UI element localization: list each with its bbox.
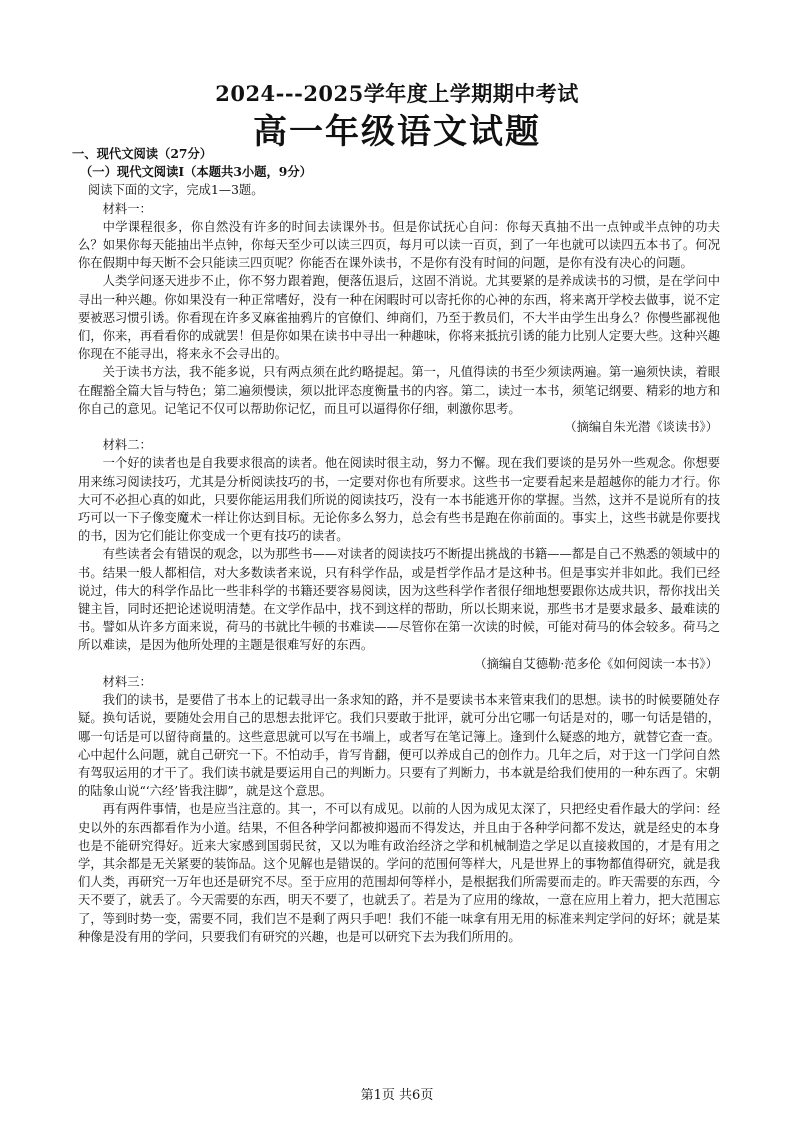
material3-paragraph: 我们的读书，是要借了书本上的记载寻出一条求知的路，并不是要读书本来管束我们的思想。读书的时候要随处存疑。换句话说，要随处会用自己的思想去批评它。我们只要敢于批评，就可分出它哪一句话是对的，哪一句话是错的，哪一句话是可以留待商量的。这些意思就可以写在书端上，或者写在笔记簿上。逢到什么疑惑的地方，就替它查一查。心中起什么问题，就自己研究一下。不怕动手，肯写肯翻，便可以养成自己的创作力。几年之后，对于这一门学问自然有驾驭运用的才干了。我们读书就是要运用自己的判断力。只要有了判断力，书本就是给我们使用的一种东西了。宋朝的陆象山说“‘六经’皆我注脚”，就是这个意思。 bbox=[78, 693, 720, 799]
material2-label: 材料二： bbox=[102, 438, 152, 453]
section-heading: 一、现代文阅读（27分） bbox=[72, 146, 213, 161]
reading-content bbox=[72, 145, 720, 946]
material1-paragraph: 关于读书方法，我不能多说，只有两点须在此约略提起。第一，凡值得读的书至少须读两遍。第一遍须快读，着眼在醒豁全篇大旨与特色；第二遍须慢读，须以批评态度衡量书的内容。第二，读过一本书，须笔记纲要、精彩的地方和你自己的意见。记笔记不仅可以帮助你记忆，而且可以逼得你仔细，刺激你思考。 bbox=[78, 365, 720, 416]
material1-source: （摘编自朱光潜《谈读书》） bbox=[564, 420, 718, 435]
page-footer: 第1页 共6页 bbox=[360, 1088, 434, 1103]
subject-title: 高一年级语文试题 bbox=[253, 112, 541, 152]
instruction-text: 阅读下面的文字，完成1—3题。 bbox=[88, 183, 264, 198]
exam-title: 2024---2025学年度上学期期中考试 bbox=[215, 81, 579, 106]
material1-label: 材料一： bbox=[102, 201, 152, 216]
material3-label: 材料三： bbox=[102, 674, 152, 689]
material2-source: （摘编自艾德勒·范多伦《如何阅读一本书》） bbox=[474, 656, 718, 671]
material1-paragraph: 人类学问逐天进步不止，你不努力跟着跑，便落伍退后，这固不消说。尤其要紧的是养成读书的习惯，是在学问中寻出一种兴趣。你如果没有一种正常嗜好，没有一种在闲暇时可以寄托你的心神的东西，将来离开学校去做事，说不定要被恶习惯引诱。你看现在许多叉麻雀抽鸦片的官僚们、绅商们，乃至于教员们，不大半由学生出身么？你慢些鄙视他们，你来，再看看你的成就罢！但是你如果在读书中寻出一种趣味，你将来抵抗引诱的能力比别人定要大些。这种兴趣你现在不能寻出，将来永不会寻出的。 bbox=[78, 274, 720, 362]
material2-paragraph: 一个好的读者也是自我要求很高的读者。他在阅读时很主动，努力不懈。现在我们要谈的是另外一些观念。你想要用来练习阅读技巧，尤其是分析阅读技巧的书，一定要对你也有所要求。这些书一定要看起来是超越你的能力才行。你大可不必担心真的如此，只要你能运用我们所说的阅读技巧，没有一本书能逃开你的掌握。当然，这并不是说所有的技巧可以一下子像变魔术一样让你达到目标。无论你多么努力，总会有些书是跑在你前面的。事实上，这些书就是你要找的书，因为它们能让你变成一个更有技巧的读者。 bbox=[78, 456, 720, 544]
material3-paragraph: 再有两件事情，也是应当注意的。其一，不可以有成见。以前的人因为成见太深了，只把经史看作最大的学问：经史以外的东西都看作为小道。结果，不但各种学问都被抑遏而不得发达，并且由于各种学问都不发达，就是经史的本身也是不能研究得好。近来大家感到国弱民贫，又以为唯有政治经济之学和机械制造之学足以直接救国的，才是有用之学，其余都是无关紧要的装饰品。这个见解也是错误的。学问的范围何等样大，凡是世界上的事物都值得研究，就是我们人类，再研究一万年也还是研究不尽。至于应用的范围却何等样小，是根据我们所需要而走的。昨天需要的东西，今天不要了，就丢了。今天需要的东西，明天不要了，也就丢了。若是为了应用的缘故，一意在应用上着力，把大范围忘了，等到时势一变，需要不同，我们岂不是剩了两只手吧！我们不能一味拿有用无用的标准来判定学问的好坏；就是某种像是没有用的学问，只要我们有研究的兴趣，也是可以研究下去为我们所用的。 bbox=[78, 802, 720, 944]
material2-paragraph: 有些读者会有错误的观念，以为那些书——对读者的阅读技巧不断提出挑战的书籍——都是自己不熟悉的领域中的书。结果一般人都相信，对大多数读者来说，只有科学作品，或是哲学作品才是这种书。但是事实并非如此。我们已经说过，伟大的科学作品比一些非科学的书籍还要容易阅读，因为这些科学作者很仔细地想要跟你达成共识，帮你找出关键主旨，同时还把论述说明清楚。在文学作品中，找不到这样的帮助，所以长期来说，那些书才是要求最多、最难读的书。譬如从许多方面来说，荷马的书就比牛顿的书难读——尽管你在第一次读的时候，可能对荷马的体会较多。荷马之所以难读，是因为他所处理的主题是很难写好的东西。 bbox=[78, 547, 720, 653]
subsection-heading: （一）现代文阅读Ⅰ（本题共3小题，9分） bbox=[80, 164, 312, 180]
material1-paragraph: 中学课程很多，你自然没有许多的时间去读课外书。但是你试抚心自问：你每天真抽不出一点钟或半点钟的功夫么？如果你每天能抽出半点钟，你每天至少可以读三四页，每月可以读一百页，到了一年也就可以读四五本书了。何况你在假期中每天断不会只能读三四页呢？你能否在课外读书，不是你有没有时间的问题，是你有没有决心的问题。 bbox=[78, 219, 720, 271]
